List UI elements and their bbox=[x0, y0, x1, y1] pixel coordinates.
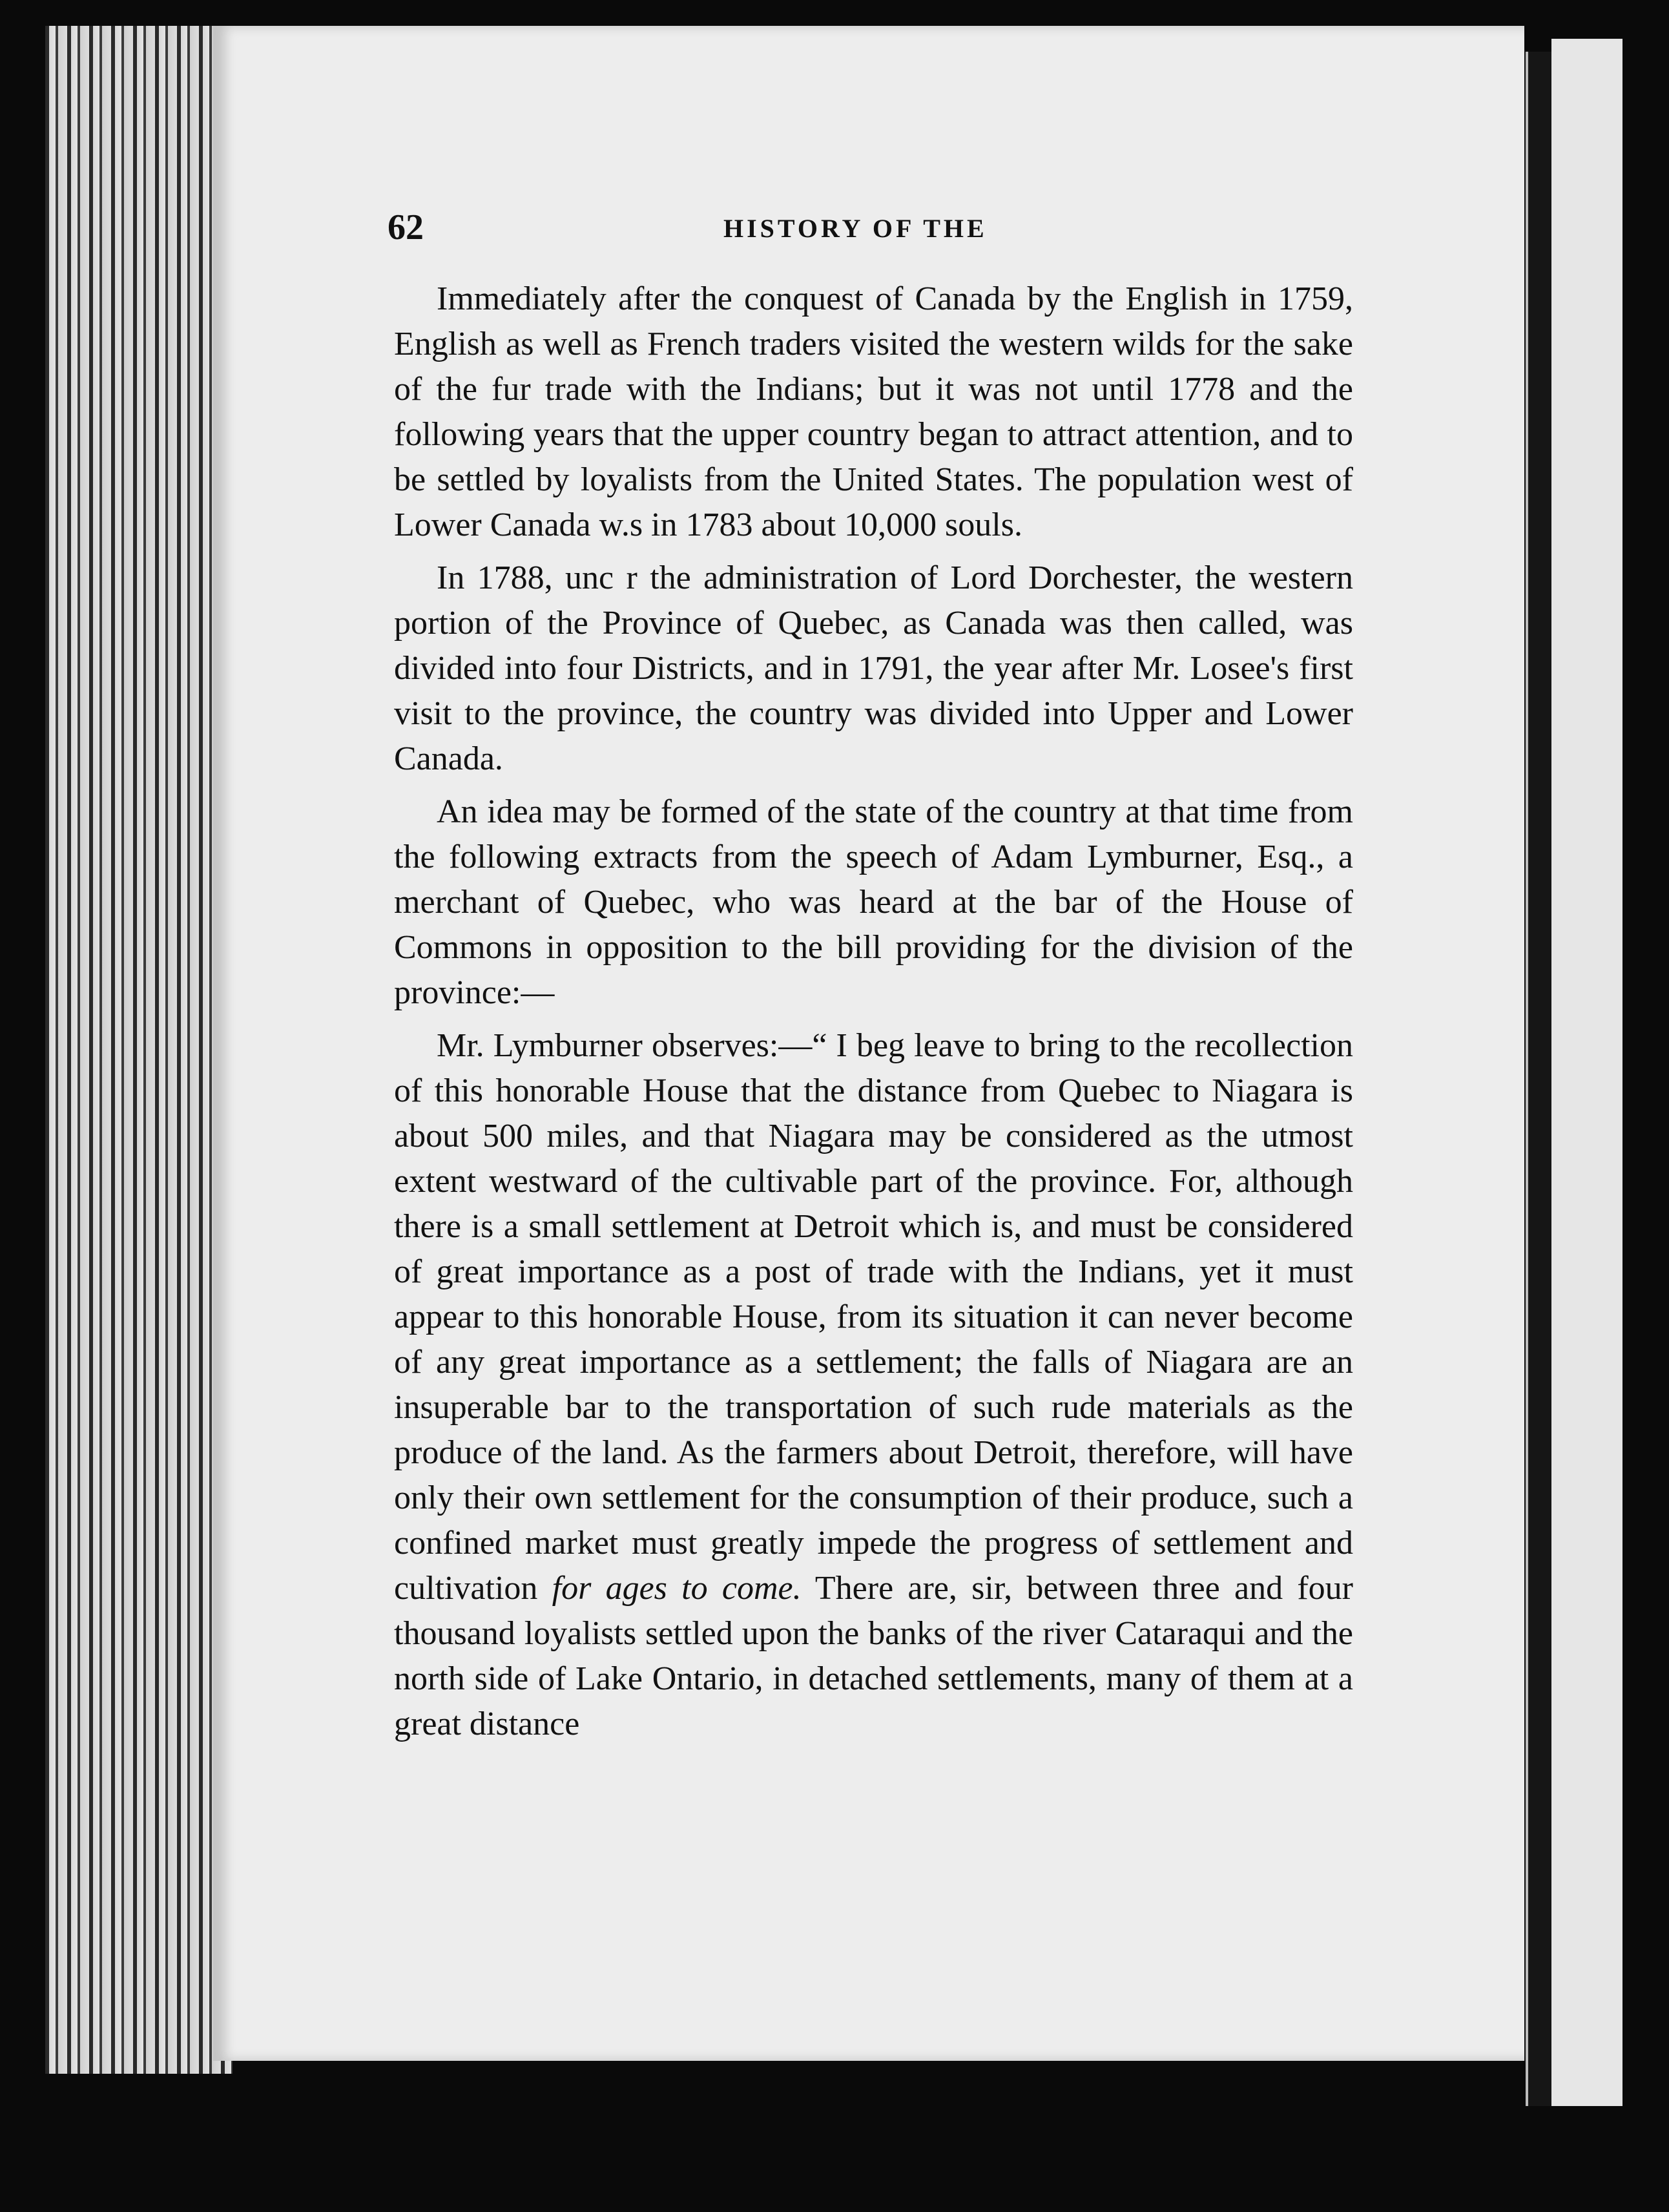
quote-emphasis: for ages to come. bbox=[552, 1570, 802, 1607]
stacked-page-edges bbox=[45, 26, 233, 2074]
quote-text-before: Mr. Lymburner observes:—“ I beg leave to bring to the recollection of this honorable House that the distance from Quebec to Niagara is about 500 miles, and that Niagara may be considered as the utmost extent westward of the cultivable part of the province. For, although there is a small settlement at Detroit which is, and must be considered of great importance as a post of trade with the Indians, yet it must appear to this honorable House, from its situation it can never become of any great importance as a settlement; the falls of Niagara are an insuperable bar to the transportation of such rude materials as the produce of the land. As the farmers about Detroit, therefore, will have only their own settlement for the consumption of their produce, such a confined market must greatly impede the progress of settlement and cultivation bbox=[394, 1027, 1353, 1607]
running-head bbox=[388, 207, 1369, 258]
paragraph-2: In 1788, unc r the administration of Lord Dorchester, the western portion of the Province of Quebec, as Canada was then called, was divided into four Districts, and in 1791, the year after Mr. Losee's first visit to the province, the country was divided into Upper and Lower Canada. bbox=[394, 559, 1353, 777]
paragraph-4 bbox=[394, 1023, 1353, 1747]
paragraph-3: An idea may be formed of the state of the country at that time from the following extracts from the speech of Adam Lymburner, Esq., a merchant of Quebec, who was heard at the bar of the House of Commons in opposition to the bill providing for the division of the province:— bbox=[394, 793, 1353, 1011]
page-number: 62 bbox=[388, 207, 424, 247]
quote-text-after: There are, sir, between three and four thousand loyalists settled upon the banks of the river Cataraqui and the north side of Lake Ontario, in detached settlements, many of them at a great distance bbox=[394, 1570, 1353, 1742]
book-gutter-shadow bbox=[1526, 52, 1554, 2106]
paragraph-1: Immediately after the conquest of Canada by the English in 1759, English as well as French traders visited the western wilds for the sake of the fur trade with the Indians; but it was not until 1778 and the following years that the upper country began to attract attention, and to be settled by loyalists from the United States. The population west of Lower Canada w.s in 1783 about 10,000 souls. bbox=[394, 280, 1353, 543]
facing-page-edge bbox=[1551, 39, 1622, 2106]
body-text bbox=[394, 276, 1353, 1755]
running-head-title: HISTORY OF THE bbox=[723, 214, 988, 243]
